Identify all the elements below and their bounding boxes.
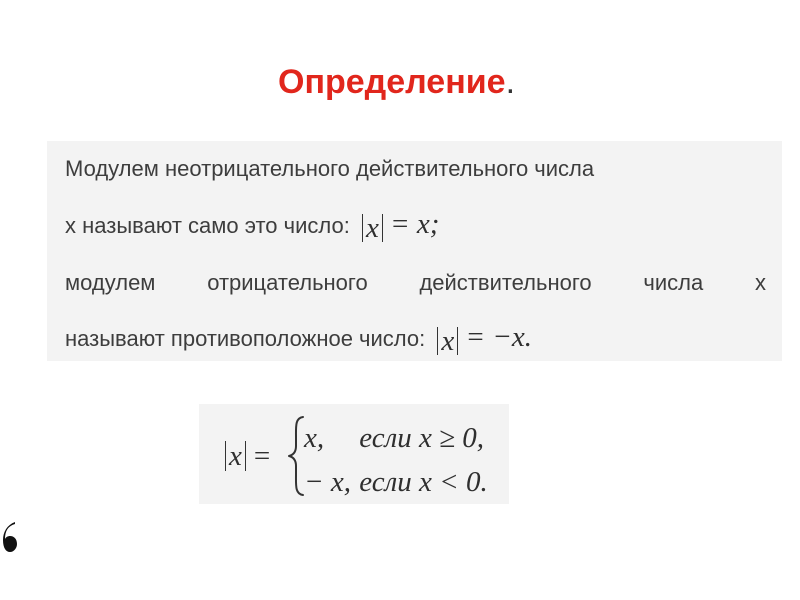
definition-word: отрицательного xyxy=(207,270,368,295)
formula-equals: = xyxy=(253,439,271,472)
case-1-condition xyxy=(359,421,484,455)
edge-mark-icon xyxy=(0,518,18,554)
definition-word: модулем xyxy=(65,270,156,295)
case-2-condition-rest: x < 0. xyxy=(411,466,488,498)
left-brace-icon xyxy=(286,415,306,497)
formula-case-1 xyxy=(304,421,504,455)
formula-left-side xyxy=(225,439,270,473)
definition-box xyxy=(47,141,782,361)
nonnegative-abs-formula xyxy=(356,208,440,244)
case-1-condition-rest: x ≥ 0, xyxy=(411,422,485,454)
formula-absolute-value: x xyxy=(225,441,246,471)
piecewise-formula-box xyxy=(199,404,509,504)
negative-formula-rest: = −x. xyxy=(458,321,532,353)
definition-line-2 xyxy=(65,209,439,242)
case-1-expression: x, xyxy=(304,422,325,454)
nonnegative-formula-rest: = x; xyxy=(382,208,440,240)
definition-line-3 xyxy=(65,268,766,298)
definition-word: действительного xyxy=(419,270,592,295)
title-text: Определение xyxy=(278,63,506,101)
page-title xyxy=(278,58,598,106)
title-period: . xyxy=(505,63,516,101)
definition-word: х xyxy=(754,270,766,295)
definition-line-4-text: называют противоположное число: xyxy=(65,326,426,351)
case-2-condition xyxy=(359,465,487,499)
case-2-expression: − x, xyxy=(304,466,351,498)
absolute-value-x: x xyxy=(437,327,458,355)
definition-line-1: Модулем неотрицательного действительного числа xyxy=(65,156,595,181)
definition-line-2-text: х называют само это число: xyxy=(65,213,350,238)
definition-line-4 xyxy=(65,322,532,355)
case-1-condition-word: если xyxy=(359,422,412,454)
case-2-condition-word: если xyxy=(359,466,412,498)
formula-case-2 xyxy=(304,465,504,499)
absolute-value-x: x xyxy=(362,214,383,242)
definition-word: числа xyxy=(643,270,704,295)
negative-abs-formula xyxy=(431,321,532,357)
